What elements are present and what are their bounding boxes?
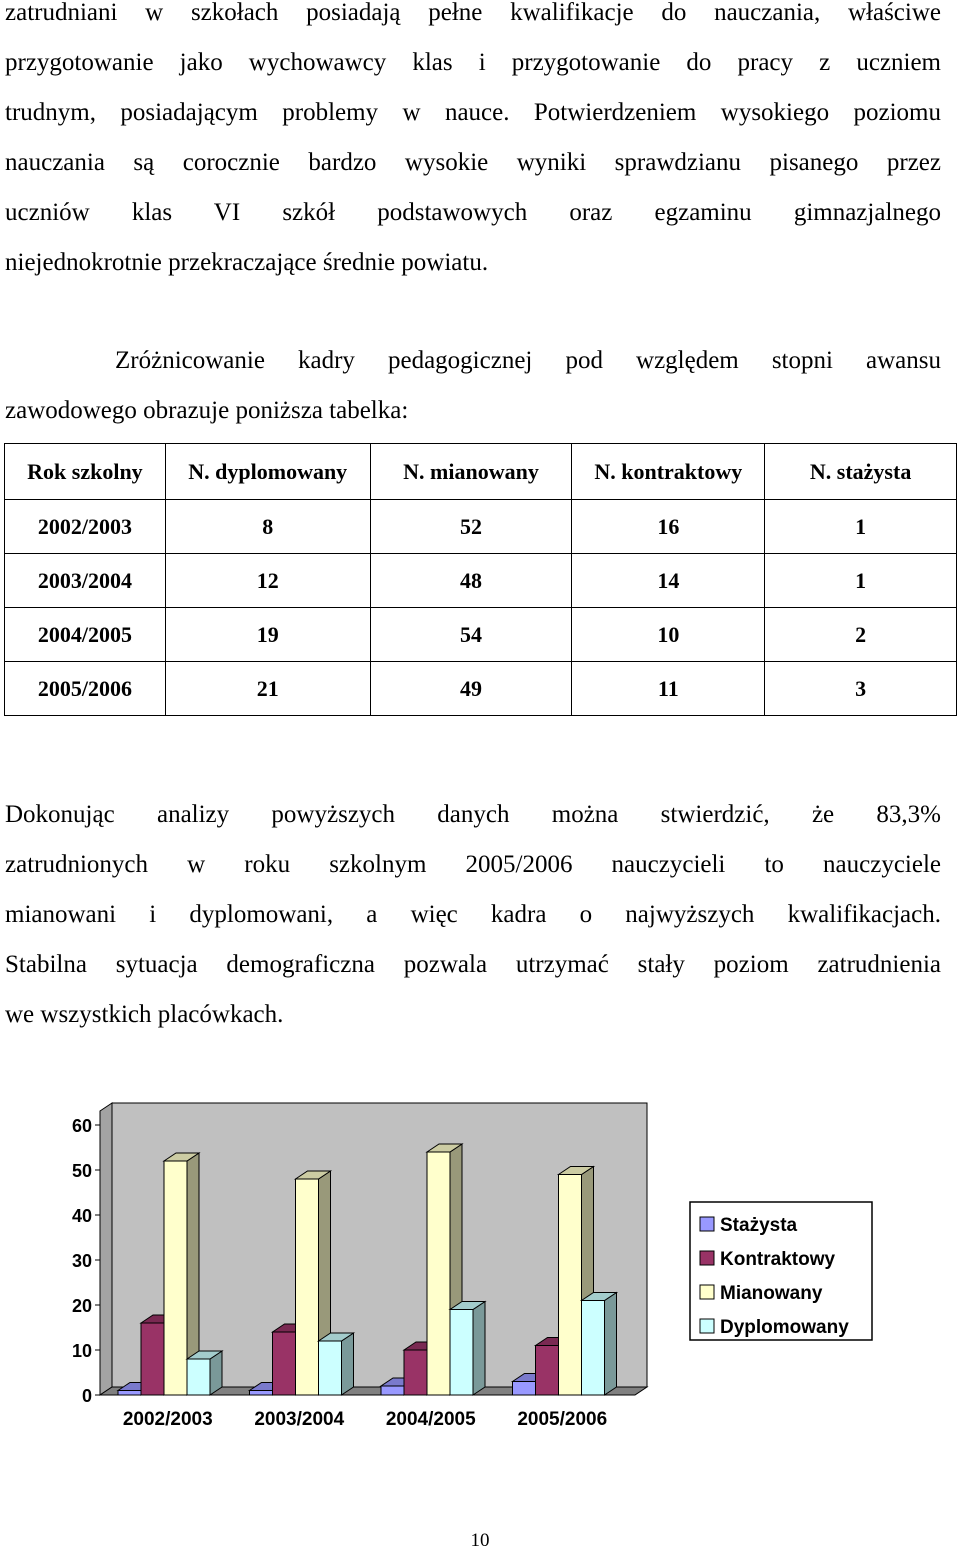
text-line: zatrudnionych w roku szkolnym 2005/2006 nauczycieli to nauczyciele <box>5 851 941 878</box>
y-tick-label: 0 <box>81 1386 92 1406</box>
text-line: Stabilna sytuacja demograficzna pozwala utrzymać stały poziom zatrudnienia <box>5 951 941 978</box>
y-tick-label: 10 <box>71 1341 92 1361</box>
bar <box>381 1386 404 1395</box>
legend-label: Dyplomowany <box>720 1317 849 1338</box>
header-cell: Rok szkolny <box>5 444 166 500</box>
legend-swatch <box>700 1217 714 1231</box>
table-cell: 54 <box>370 608 572 662</box>
text-line: przygotowanie jako wychowawcy klas i przygotowanie do pracy z uczniem <box>5 49 941 76</box>
bar <box>559 1175 582 1396</box>
table-cell: 8 <box>165 500 370 554</box>
x-tick-label: 2002/2003 <box>122 1409 213 1430</box>
table-cell: 48 <box>370 554 572 608</box>
legend-label: Kontraktowy <box>720 1249 836 1270</box>
bar <box>404 1350 427 1395</box>
paragraph-table-intro <box>5 336 941 436</box>
table-cell: 19 <box>165 608 370 662</box>
text-line: nauczania są corocznie bardzo wysokie wyniki sprawdzianu pisanego przez <box>5 149 941 176</box>
table-cell: 49 <box>370 662 572 716</box>
text-line: Zróżnicowanie kadry pedagogicznej pod względem stopni awansu <box>115 347 941 374</box>
bar <box>513 1382 536 1396</box>
staff-bar-chart <box>0 1100 960 1445</box>
table-row <box>5 554 957 608</box>
x-tick-label: 2004/2005 <box>385 1409 476 1430</box>
table-cell: 10 <box>572 608 765 662</box>
table-cell: 3 <box>765 662 957 716</box>
header-cell: N. dyplomowany <box>165 444 370 500</box>
bar-side <box>473 1302 485 1396</box>
y-tick-label: 30 <box>71 1251 92 1271</box>
table-cell: 21 <box>165 662 370 716</box>
bar <box>450 1310 473 1396</box>
bar <box>319 1341 342 1395</box>
staff-table <box>4 443 957 716</box>
bar <box>141 1323 164 1395</box>
legend-label: Stażysta <box>720 1215 798 1236</box>
bar <box>296 1179 319 1395</box>
table-cell: 2003/2004 <box>5 554 166 608</box>
header-cell: N. kontraktowy <box>572 444 765 500</box>
text-line: zawodowego obrazuje poniższa tabelka: <box>5 397 409 424</box>
y-tick-label: 60 <box>71 1116 92 1136</box>
table-row <box>5 608 957 662</box>
x-tick-label: 2003/2004 <box>254 1409 345 1430</box>
legend-swatch <box>700 1319 714 1333</box>
text-line: Dokonując analizy powyższych danych można stwierdzić, że 83,3% <box>5 801 941 828</box>
table-cell: 1 <box>765 500 957 554</box>
table-row <box>5 500 957 554</box>
text-line: niejednokrotnie przekraczające średnie powiatu. <box>5 249 489 276</box>
text-line: trudnym, posiadającym problemy w nauce. Potwierdzeniem wysokiego poziomu <box>5 99 941 126</box>
bar <box>427 1152 450 1395</box>
legend-swatch <box>700 1251 714 1265</box>
text-line: zatrudniani w szkołach posiadają pełne kwalifikacje do nauczania, właściwe <box>5 0 941 26</box>
legend-swatch <box>700 1285 714 1299</box>
text-line: uczniów klas VI szkół podstawowych oraz egzaminu gimnazjalnego <box>5 199 941 226</box>
table-cell: 11 <box>572 662 765 716</box>
header-cell: N. mianowany <box>370 444 572 500</box>
legend-label: Mianowany <box>720 1283 823 1304</box>
table-header-row <box>5 444 957 500</box>
table-cell: 16 <box>572 500 765 554</box>
table-cell: 2005/2006 <box>5 662 166 716</box>
page-number: 10 <box>470 1530 490 1551</box>
bar <box>187 1359 210 1395</box>
bar <box>536 1346 559 1396</box>
text-line: mianowani i dyplomowani, a więc kadra o najwyższych kwalifikacjach. <box>5 901 941 928</box>
y-tick-label: 50 <box>71 1161 92 1181</box>
table-cell: 2004/2005 <box>5 608 166 662</box>
bar <box>582 1301 605 1396</box>
paragraph-intro <box>5 0 941 288</box>
y-tick-label: 40 <box>71 1206 92 1226</box>
table-cell: 12 <box>165 554 370 608</box>
y-tick-label: 20 <box>71 1296 92 1316</box>
header-cell: N. stażysta <box>765 444 957 500</box>
bar <box>273 1332 296 1395</box>
bar <box>250 1391 273 1396</box>
text-line: we wszystkich placówkach. <box>5 1001 284 1028</box>
bar-side <box>605 1293 617 1396</box>
bar <box>164 1161 187 1395</box>
table-cell: 2002/2003 <box>5 500 166 554</box>
table-row <box>5 662 957 716</box>
table-cell: 1 <box>765 554 957 608</box>
table-cell: 2 <box>765 608 957 662</box>
chart-side-wall <box>100 1103 112 1395</box>
table-cell: 52 <box>370 500 572 554</box>
paragraph-analysis <box>5 790 941 1040</box>
bar <box>118 1391 141 1396</box>
table-cell: 14 <box>572 554 765 608</box>
x-tick-label: 2005/2006 <box>517 1409 608 1430</box>
bar-side <box>342 1333 354 1395</box>
